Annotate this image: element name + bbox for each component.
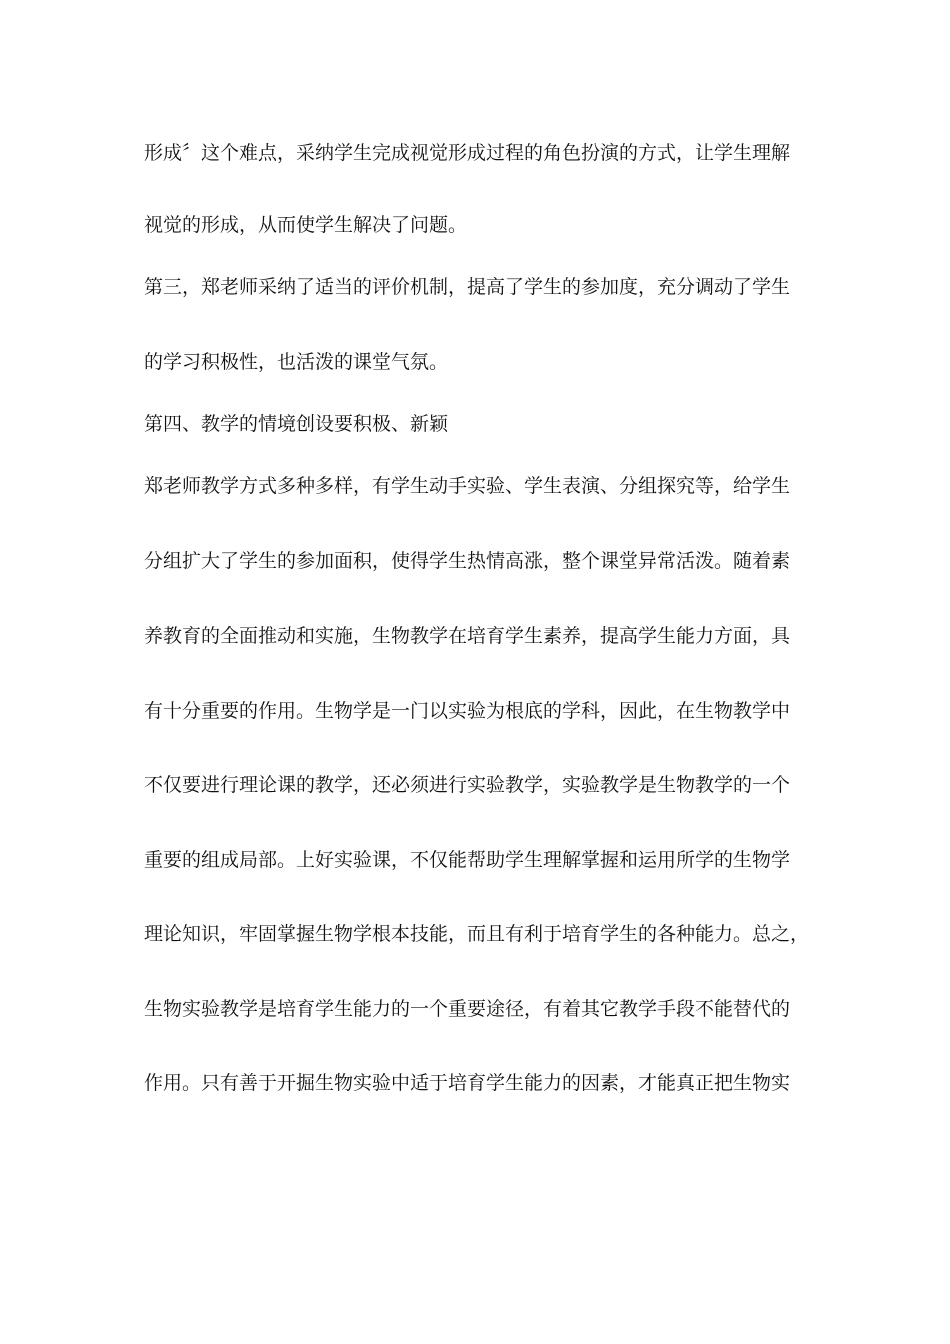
paragraph-line: 作用。只有善于开掘生物实验中适于培育学生能力的因素，才能真正把生物实 xyxy=(144,1072,791,1094)
paragraph-line: 视觉的形成，从而使学生解决了问题。 xyxy=(144,214,468,236)
paragraph-line: 分组扩大了学生的参加面积，使得学生热情高涨，整个课堂异常活泼。随着素 xyxy=(144,550,791,572)
paragraph-line: 养教育的全面推动和实施，生物教学在培育学生素养，提高学生能力方面，具 xyxy=(144,625,791,647)
paragraph-line: 形成〞这个难点，采纳学生完成视觉形成过程的角色扮演的方式，让学生理解 xyxy=(144,142,791,164)
paragraph-line: 重要的组成局部。上好实验课，不仅能帮助学生理解掌握和运用所学的生物学 xyxy=(144,849,791,871)
paragraph-line: 的学习积极性，也活泼的课堂气氛。 xyxy=(144,351,449,373)
paragraph-line: 不仅要进行理论课的教学，还必须进行实验教学，实验教学是生物教学的一个 xyxy=(144,774,791,796)
paragraph-line: 生物实验教学是培育学生能力的一个重要途径，有着其它教学手段不能替代的 xyxy=(144,998,791,1020)
section-heading: 第四、教学的情境创设要积极、新颖 xyxy=(144,413,449,435)
paragraph-line: 第三，郑老师采纳了适当的评价机制，提高了学生的参加度，充分调动了学生 xyxy=(144,276,791,298)
paragraph-line: 理论知识，牢固掌握生物学根本技能，而且有利于培育学生的各种能力。总之， xyxy=(144,923,810,945)
paragraph-line: 有十分重要的作用。生物学是一门以实验为根底的学科，因此，在生物教学中 xyxy=(144,700,791,722)
paragraph-line: 郑老师教学方式多种多样，有学生动手实验、学生表演、分组探究等，给学生 xyxy=(144,475,791,497)
